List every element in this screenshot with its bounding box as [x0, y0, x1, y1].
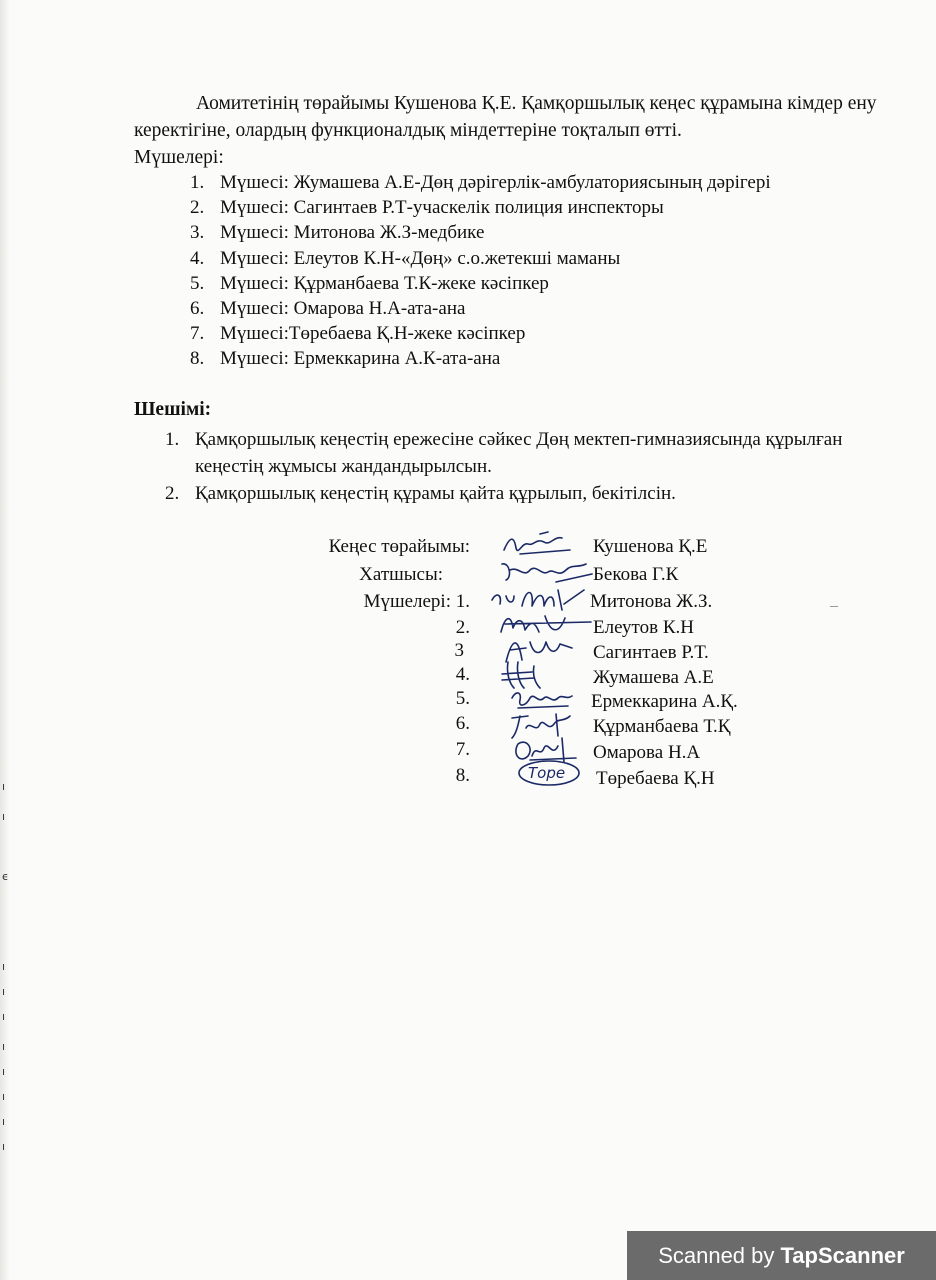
member-number: 5. — [455, 688, 470, 709]
item-text: Мүшесі:Төребаева Қ.Н-жеке кәсіпкер — [220, 323, 526, 345]
item-number: 3. — [190, 222, 205, 244]
members-list — [190, 170, 771, 372]
intro-paragraph — [134, 90, 894, 171]
handwritten-signature — [516, 758, 586, 788]
decision-heading: Шешімі: — [134, 399, 212, 420]
page-edge — [0, 0, 10, 1280]
list-item — [190, 346, 771, 371]
item-text: Мүшесі: Митонова Ж.З-медбике — [220, 222, 485, 244]
decision-list — [165, 426, 885, 507]
list-item — [190, 170, 771, 195]
watermark-prefix: Scanned by — [658, 1243, 781, 1268]
item-number: 2. — [165, 483, 180, 504]
list-item — [190, 195, 771, 220]
member-name: Құрманбаева Т.Қ — [593, 716, 731, 737]
item-text: Қамқоршылық кеңестің ережесіне сәйкес Дөң мектеп-гимназиясында құрылған кеңестің жұмысы жандандырылсын. — [195, 429, 843, 477]
item-number: 7. — [190, 323, 205, 345]
list-item — [190, 220, 771, 245]
member-number: 4. — [455, 664, 470, 685]
member-name: Ермеккарина А.Қ. — [591, 691, 738, 712]
item-text: Мүшесі: Сагинтаев Р.Т-учаскелік полиция инспекторы — [220, 197, 664, 219]
member-name: Омарова Н.А — [593, 742, 701, 763]
list-item — [190, 296, 771, 321]
list-item — [165, 426, 885, 480]
svg-text:Торе: Торе — [528, 764, 566, 782]
member-number: 6. — [455, 713, 470, 734]
member-name: Сагинтаев Р.Т. — [593, 642, 709, 663]
item-text: Қамқоршылық кеңестің құрамы қайта құрылып, бекітілсін. — [195, 483, 676, 504]
edge-mark: ı — [2, 985, 6, 998]
member-name: Жумашева А.Е — [593, 667, 714, 688]
item-text: Мүшесі: Жумашева А.Е-Дөң дәрігерлік-амбулаториясының дәрігері — [220, 172, 771, 193]
members-label: Мүшелері: 1. — [363, 591, 470, 612]
item-number: 2. — [190, 197, 205, 219]
scanner-watermark — [627, 1231, 936, 1280]
edge-mark: ı — [2, 810, 6, 823]
member-name: Елеутов К.Н — [593, 617, 694, 638]
list-item — [165, 480, 885, 507]
secretary-label: Хатшысы: — [359, 564, 443, 585]
member-number: 3 — [454, 640, 464, 661]
member-number: 8. — [455, 765, 470, 786]
item-number: 8. — [190, 348, 205, 370]
edge-mark: ı — [2, 1010, 6, 1023]
edge-mark: ı — [2, 1115, 6, 1128]
secretary-name: Бекова Г.К — [593, 564, 679, 585]
item-text: Мүшесі: Омарова Н.А-ата-ана — [220, 298, 466, 320]
stray-mark — [830, 606, 838, 607]
members-heading: Мүшелері: — [134, 147, 224, 168]
chair-name: Кушенова Қ.Е — [593, 536, 708, 557]
item-number: 5. — [190, 272, 205, 294]
intro-text: Аомитетінің төрайымы Кушенова Қ.Е. Қамқоршылық кеңес құрамына кімдер ену керектігіне, олардың функционалдық міндеттеріне тоқталып өтті. — [134, 93, 877, 141]
edge-mark: ı — [2, 960, 6, 973]
item-number: 1. — [190, 172, 205, 193]
item-text: Мүшесі: Ермеккарина А.К-ата-ана — [220, 348, 501, 370]
item-number: 1. — [165, 429, 180, 450]
item-text: Мүшесі: Құрманбаева Т.К-жеке кәсіпкер — [220, 272, 549, 294]
member-number: 2. — [455, 617, 470, 638]
edge-mark: ı — [2, 1140, 6, 1153]
member-name: Митонова Ж.З. — [590, 591, 713, 612]
list-item — [190, 321, 771, 346]
edge-mark: ı — [2, 1065, 6, 1078]
item-number: 4. — [190, 247, 205, 269]
edge-mark: ı — [2, 1090, 6, 1103]
list-item — [190, 271, 771, 296]
watermark-brand: TapScanner — [780, 1243, 905, 1268]
chair-label: Кеңес төрайымы: — [328, 536, 470, 557]
item-number: 6. — [190, 298, 205, 320]
list-item — [190, 246, 771, 271]
edge-mark: ı — [2, 780, 6, 793]
item-text: Мүшесі: Елеутов К.Н-«Дөң» с.о.жетекші маманы — [220, 247, 621, 269]
member-name: Төребаева Қ.Н — [596, 768, 715, 789]
edge-mark: ı — [2, 1040, 6, 1053]
edge-mark: ϵ — [2, 870, 9, 883]
member-number: 7. — [455, 739, 470, 760]
